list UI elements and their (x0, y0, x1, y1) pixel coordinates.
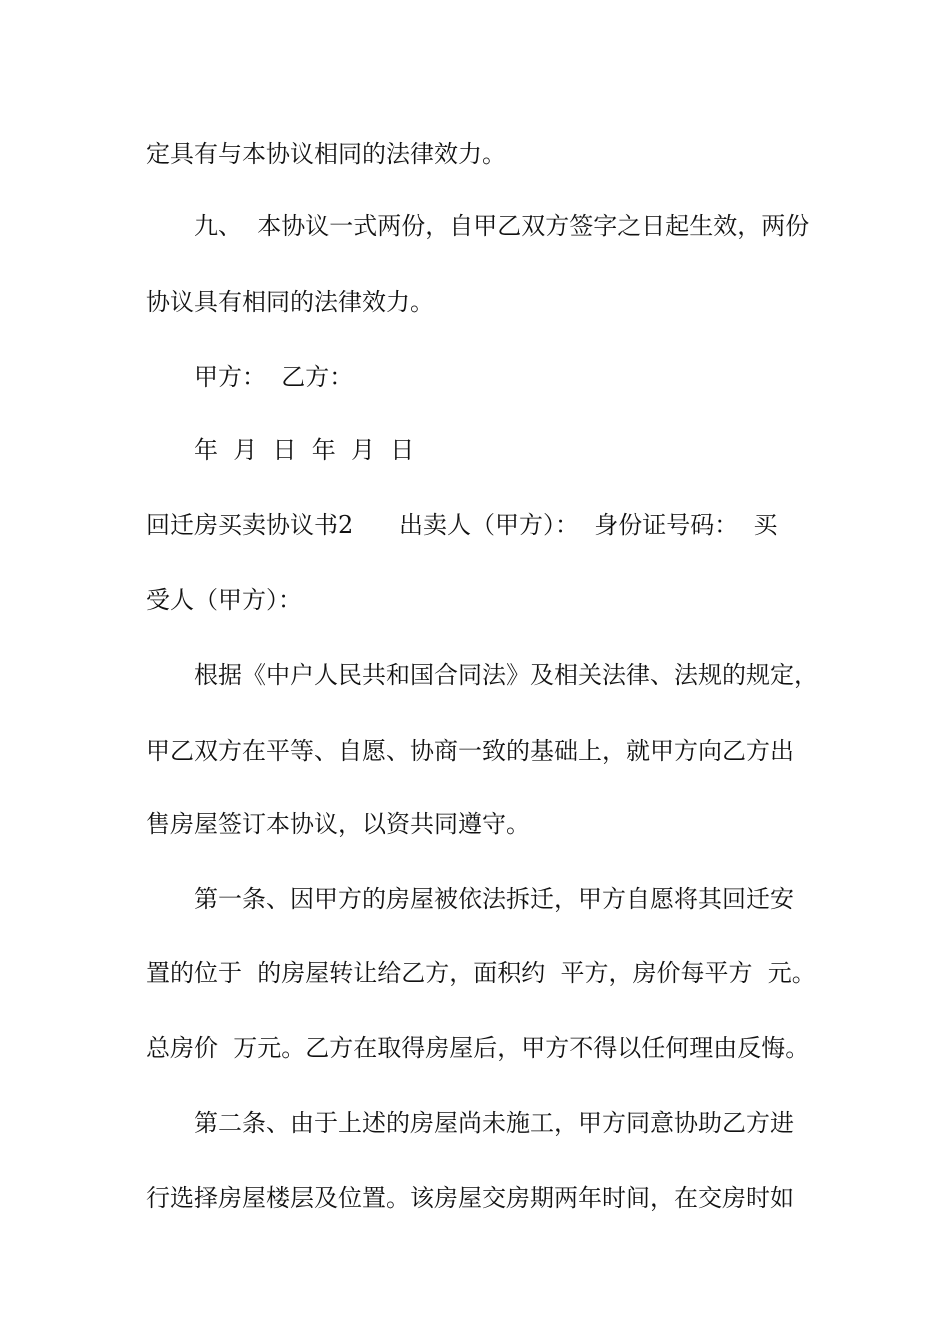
buyer-line: 受人（甲方）： (146, 586, 302, 614)
article-one-line-1: 第一条、因甲方的房屋被依法拆迁，甲方自愿将其回迁安 (194, 885, 794, 913)
article-one-line-3: 总房价 万元。乙方在取得房屋后，甲方不得以任何理由反悔。 (146, 1034, 810, 1062)
preamble-line-2: 甲乙双方在平等、自愿、协商一致的基础上，就甲方向乙方出 (146, 737, 794, 765)
article-two-line-1: 第二条、由于上述的房屋尚未施工，甲方同意协助乙方进 (194, 1109, 794, 1137)
signature-parties-line: 甲方： 乙方： (194, 363, 354, 391)
signature-date-line: 年 月 日 年 月 日 (194, 436, 415, 464)
article-one-line-2: 置的位于 的房屋转让给乙方，面积约 平方，房价每平方 元。 (146, 959, 816, 987)
text-line-clause-nine-cont: 协议具有相同的法律效力。 (146, 288, 434, 316)
text-line-effect-continued: 定具有与本协议相同的法律效力。 (146, 140, 506, 168)
text-line-clause-nine: 九、 本协议一式两份，自甲乙双方签字之日起生效，两份 (194, 212, 810, 240)
preamble-line-3: 售房屋签订本协议，以资共同遵守。 (146, 810, 530, 838)
agreement-title-line: 回迁房买卖协议书2 出卖人（甲方）： 身份证号码： 买 (146, 511, 778, 539)
article-two-line-2: 行选择房屋楼层及位置。该房屋交房期两年时间，在交房时如 (146, 1184, 794, 1212)
preamble-line-1: 根据《中户人民共和国合同法》及相关法律、法规的规定， (194, 661, 818, 689)
